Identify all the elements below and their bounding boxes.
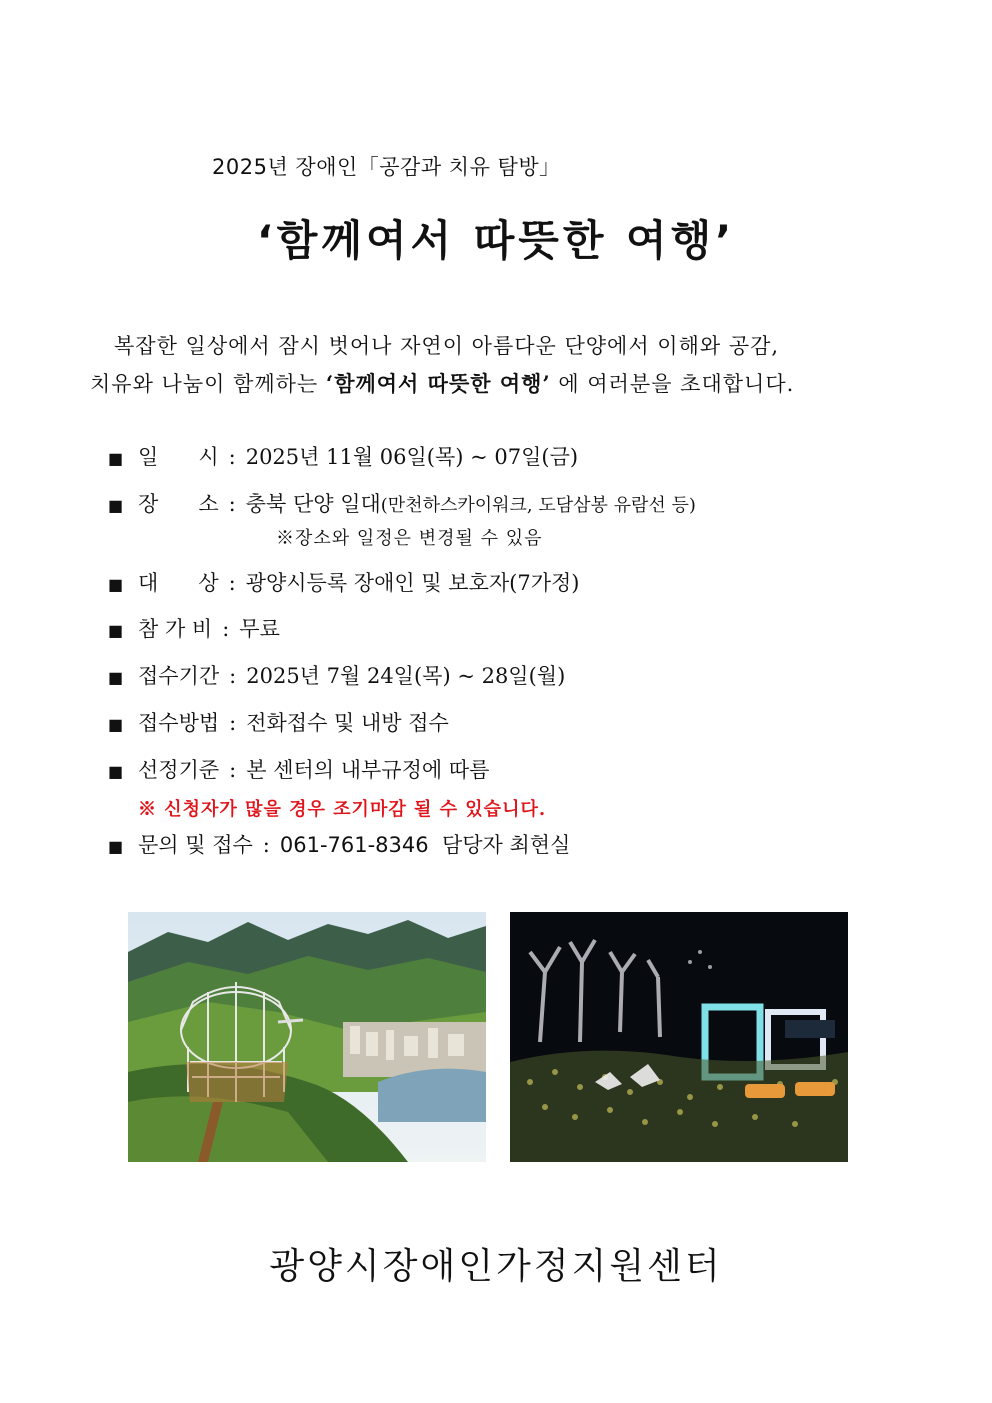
detail-value-fee: 무료 <box>239 617 280 641</box>
detail-label-target: 대 상 <box>138 571 219 595</box>
intro-line-2-bold: ‘함께여서 따뜻한 여행’ <box>325 371 551 396</box>
detail-label-criteria: 선정기준 <box>138 758 220 782</box>
bullet-icon: ■ <box>108 575 124 594</box>
skywalk-photo <box>128 912 486 1162</box>
event-title: ‘함께여서 따뜻한 여행’ <box>256 216 736 265</box>
detail-value-place-sub: (만천하스카이워크, 도담삼봉 유람선 등) <box>380 495 696 516</box>
detail-row-period <box>108 660 565 690</box>
detail-label-contact: 문의 및 접수 <box>138 833 253 857</box>
early-close-warning: ※ 신청자가 많을 경우 조기마감 될 수 있습니다. <box>138 799 547 820</box>
detail-row-method <box>108 707 449 737</box>
organization-name: 광양시장애인가정지원센터 <box>269 1246 723 1287</box>
detail-value-place: 충북 단양 일대 <box>245 492 381 516</box>
intro-line-2-pre: 치유와 나눔이 함께하는 <box>90 372 326 396</box>
detail-separator: : <box>262 833 270 857</box>
detail-separator: : <box>229 711 237 735</box>
intro-line-2 <box>90 368 794 398</box>
detail-row-fee <box>108 613 280 643</box>
bullet-icon: ■ <box>108 762 124 781</box>
skywalk-illustration <box>128 912 486 1162</box>
event-subtitle: 2025년 장애인「공감과 치유 탐방」 <box>212 155 561 179</box>
detail-separator: : <box>228 492 236 516</box>
bullet-icon: ■ <box>108 715 124 734</box>
detail-value-target: 광양시등록 장애인 및 보호자(7가정) <box>245 571 580 595</box>
bullet-icon: ■ <box>108 837 124 856</box>
detail-row-criteria <box>108 754 489 784</box>
detail-row-target <box>108 567 579 597</box>
detail-separator: : <box>229 758 237 782</box>
intro-line-2-post: 에 여러분을 초대합니다. <box>550 372 795 396</box>
detail-value-date: 2025년 11월 06일(목) ~ 07일(금) <box>245 445 579 469</box>
intro-line-1: 복잡한 일상에서 잠시 벗어나 자연이 아름다운 단양에서 이해와 공감, <box>114 334 780 358</box>
detail-separator: : <box>228 445 236 469</box>
bullet-icon: ■ <box>108 496 124 515</box>
detail-separator: : <box>228 571 236 595</box>
bullet-icon: ■ <box>108 449 124 468</box>
detail-row-place <box>108 488 696 518</box>
detail-separator: : <box>222 617 230 641</box>
detail-label-place: 장 소 <box>138 492 219 516</box>
detail-label-date: 일 시 <box>138 445 219 469</box>
detail-label-period: 접수기간 <box>138 664 220 688</box>
night-light-festival-photo <box>510 912 848 1162</box>
detail-value-method: 전화접수 및 내방 접수 <box>246 711 449 735</box>
detail-value-contact: 061-761-8346 담당자 최현실 <box>279 833 571 857</box>
detail-separator: : <box>229 664 237 688</box>
place-note: ※장소와 일정은 변경될 수 있음 <box>276 528 543 549</box>
detail-row-date <box>108 441 578 471</box>
bullet-icon: ■ <box>108 621 124 640</box>
detail-row-contact <box>108 829 570 859</box>
light-festival-illustration <box>510 912 848 1162</box>
bullet-icon: ■ <box>108 668 124 687</box>
detail-value-criteria: 본 센터의 내부규정에 따름 <box>246 758 490 782</box>
detail-value-period: 2025년 7월 24일(목) ~ 28일(월) <box>246 664 566 688</box>
detail-label-method: 접수방법 <box>138 711 220 735</box>
detail-label-fee: 참 가 비 <box>138 617 213 641</box>
